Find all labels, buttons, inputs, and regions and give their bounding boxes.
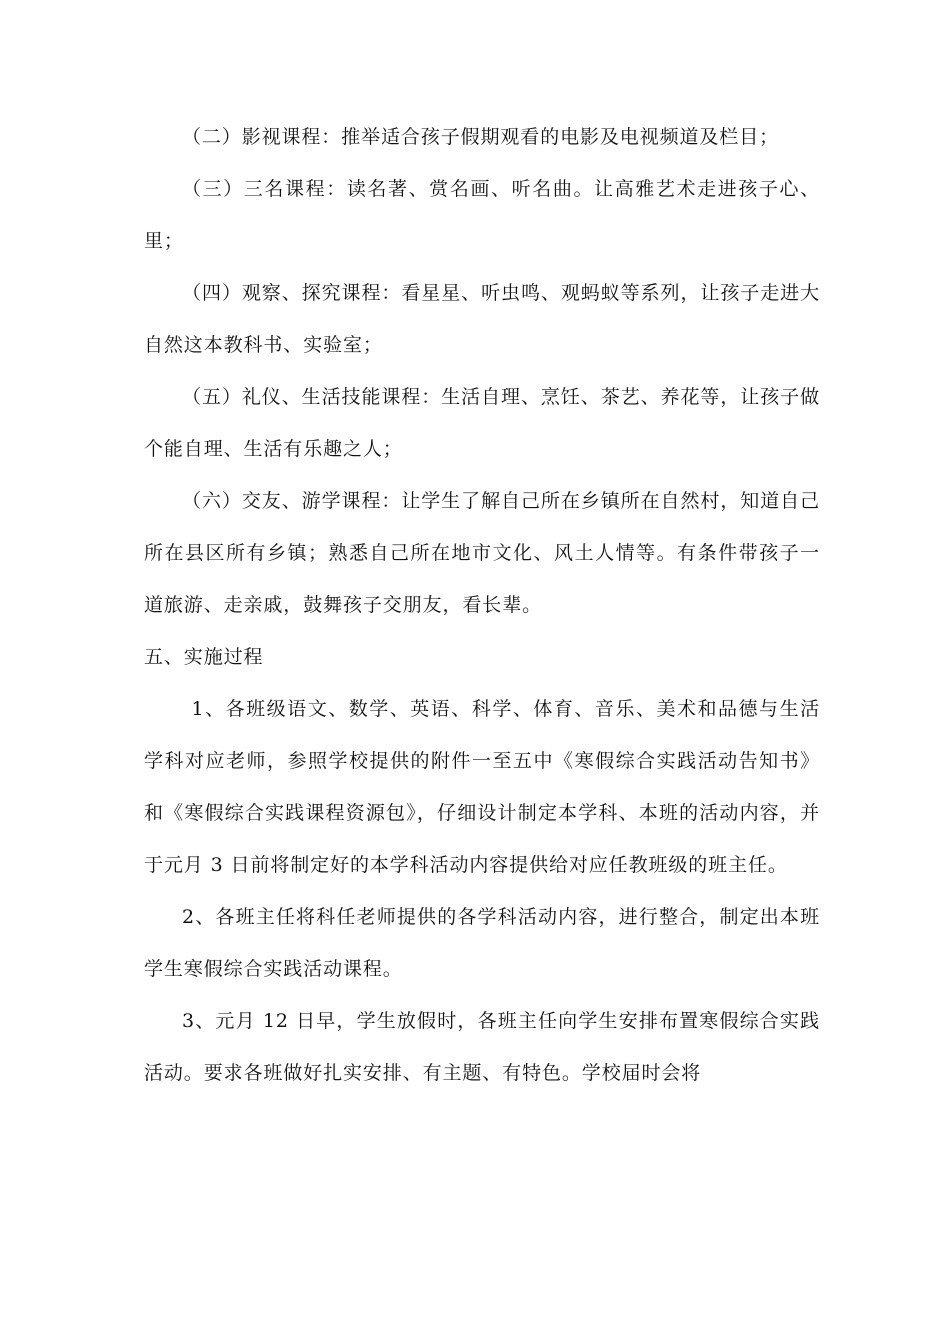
paragraph-three-famous-course: （三）三名课程：读名著、赏名画、听名曲。让高雅艺术走进孩子心、里； [144,178,820,252]
paragraph-observation-course: （四）观察、探究课程：看星星、听虫鸣、观蚂蚁等系列，让孩子走进大自然这本教科书、实验室； [144,282,820,356]
step-3-paragraph: 3、元月 12 日早，学生放假时，各班主任向学生安排布置寒假综合实践活动。要求各班做好扎实安排、有主题、有特色。学校届时会将 [144,1010,820,1084]
paragraph-film-course: （二）影视课程：推举适合孩子假期观看的电影及电视频道及栏目； [182,126,780,148]
paragraph-etiquette-course: （五）礼仪、生活技能课程：生活自理、烹饪、茶艺、养花等，让孩子做个能自理、生活有乐趣之人； [144,386,820,460]
document-page [144,111,820,1099]
paragraph-friendship-travel-course: （六）交友、游学课程：让学生了解自己所在乡镇所在自然村，知道自己所在县区所有乡镇；熟悉自己所在地市文化、风土人情等。有条件带孩子一道旅游、走亲戚，鼓舞孩子交朋友，看长辈。 [144,490,820,616]
step-1-paragraph: 1、各班级语文、数学、英语、科学、体育、音乐、美术和品德与生活学科对应老师，参照学校提供的附件一至五中《寒假综合实践活动告知书》和《寒假综合实践课程资源包》，仔细设计制定本学科、本班的活动内容，并于元月 3 日前将制定好的本学科活动内容提供给对应任教班级的班主任。 [144,698,820,876]
section-heading-implementation: 五、实施过程 [144,646,264,668]
step-2-paragraph: 2、各班主任将科任老师提供的各学科活动内容，进行整合，制定出本班学生寒假综合实践活动课程。 [144,906,820,980]
